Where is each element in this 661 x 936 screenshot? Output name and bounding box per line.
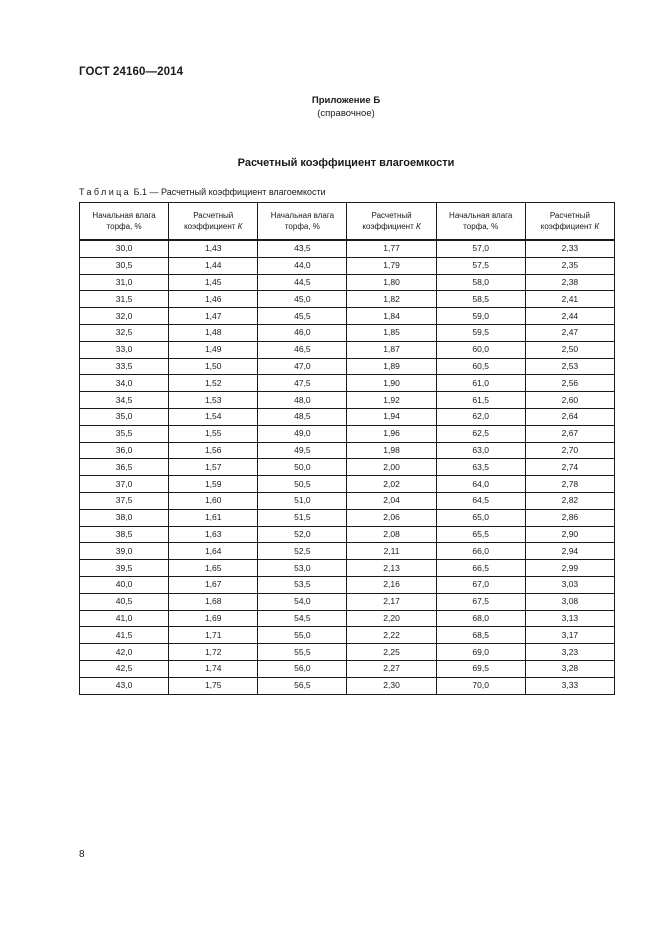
header-cell: Начальная влага торфа, % (436, 203, 525, 241)
document-id: ГОСТ 24160—2014 (79, 66, 184, 78)
table-cell: 37,5 (80, 492, 169, 509)
table-cell: 1,52 (169, 375, 258, 392)
table-cell: 69,5 (436, 660, 525, 677)
table-cell: 2,27 (347, 660, 436, 677)
table-cell: 44,0 (258, 257, 347, 274)
table-cell: 61,0 (436, 375, 525, 392)
table-cell: 54,5 (258, 610, 347, 627)
table-cell: 44,5 (258, 274, 347, 291)
table-cell: 1,84 (347, 308, 436, 325)
table-caption-text: Б.1 — Расчетный коэффициент влагоемкости (131, 187, 326, 197)
table-cell: 1,50 (169, 358, 258, 375)
table-cell: 67,0 (436, 576, 525, 593)
table-cell: 1,72 (169, 644, 258, 661)
table-cell: 64,0 (436, 476, 525, 493)
table-row (80, 492, 615, 509)
table-cell: 1,96 (347, 425, 436, 442)
table-cell: 32,5 (80, 324, 169, 341)
table-cell: 1,82 (347, 291, 436, 308)
table-cell: 68,5 (436, 627, 525, 644)
table-cell: 2,13 (347, 560, 436, 577)
page-number: 8 (79, 849, 85, 860)
table-cell: 69,0 (436, 644, 525, 661)
table-cell: 1,54 (169, 408, 258, 425)
table-cell: 58,5 (436, 291, 525, 308)
table-row (80, 324, 615, 341)
table-cell: 66,0 (436, 543, 525, 560)
table-cell: 56,0 (258, 660, 347, 677)
table-row (80, 408, 615, 425)
table-cell: 1,46 (169, 291, 258, 308)
section-title: Расчетный коэффициент влагоемкости (237, 157, 455, 169)
table-cell: 52,0 (258, 526, 347, 543)
table-cell: 1,59 (169, 476, 258, 493)
table-cell: 2,33 (525, 240, 614, 257)
table-cell: 1,48 (169, 324, 258, 341)
table-cell: 49,5 (258, 442, 347, 459)
table-cell: 33,0 (80, 341, 169, 358)
table-cell: 39,5 (80, 560, 169, 577)
table-cell: 1,45 (169, 274, 258, 291)
table-cell: 2,90 (525, 526, 614, 543)
table-cell: 1,80 (347, 274, 436, 291)
header-cell: Расчетный коэффициент К (525, 203, 614, 241)
table-cell: 59,5 (436, 324, 525, 341)
table-cell: 55,0 (258, 627, 347, 644)
table-cell: 2,22 (347, 627, 436, 644)
table-cell: 30,0 (80, 240, 169, 257)
header-cell: Расчетный коэффициент К (169, 203, 258, 241)
table-cell: 3,03 (525, 576, 614, 593)
table-row (80, 341, 615, 358)
table-cell: 2,08 (347, 526, 436, 543)
table-row (80, 274, 615, 291)
header-cell: Начальная влага торфа, % (258, 203, 347, 241)
table-cell: 68,0 (436, 610, 525, 627)
table-row (80, 509, 615, 526)
table-cell: 38,0 (80, 509, 169, 526)
table-cell: 1,79 (347, 257, 436, 274)
table-cell: 3,17 (525, 627, 614, 644)
table-cell: 35,5 (80, 425, 169, 442)
table-cell: 2,00 (347, 459, 436, 476)
table-cell: 57,5 (436, 257, 525, 274)
table-row (80, 308, 615, 325)
table-row (80, 358, 615, 375)
table-cell: 2,60 (525, 392, 614, 409)
table-cell: 65,5 (436, 526, 525, 543)
table-cell: 50,5 (258, 476, 347, 493)
table-cell: 50,0 (258, 459, 347, 476)
table-cell: 2,99 (525, 560, 614, 577)
table-cell: 62,0 (436, 408, 525, 425)
table-cell: 1,55 (169, 425, 258, 442)
table-cell: 60,5 (436, 358, 525, 375)
table-cell: 45,0 (258, 291, 347, 308)
table-cell: 65,0 (436, 509, 525, 526)
table-cell: 51,0 (258, 492, 347, 509)
table-cell: 1,90 (347, 375, 436, 392)
table-row (80, 291, 615, 308)
table-cell: 42,5 (80, 660, 169, 677)
table-row (80, 459, 615, 476)
table-cell: 2,78 (525, 476, 614, 493)
header-cell: Расчетный коэффициент К (347, 203, 436, 241)
table-cell: 2,38 (525, 274, 614, 291)
table-cell: 1,69 (169, 610, 258, 627)
table-cell: 2,82 (525, 492, 614, 509)
table-cell: 3,28 (525, 660, 614, 677)
table-cell: 40,0 (80, 576, 169, 593)
table-row (80, 442, 615, 459)
table-cell: 1,75 (169, 677, 258, 694)
table-cell: 2,35 (525, 257, 614, 274)
table-cell: 2,74 (525, 459, 614, 476)
table-cell: 1,53 (169, 392, 258, 409)
table-caption (79, 187, 326, 197)
table-cell: 1,74 (169, 660, 258, 677)
table-cell: 34,0 (80, 375, 169, 392)
table-cell: 46,0 (258, 324, 347, 341)
table-cell: 1,71 (169, 627, 258, 644)
table-cell: 2,11 (347, 543, 436, 560)
table-cell: 62,5 (436, 425, 525, 442)
table-row (80, 476, 615, 493)
table-cell: 49,0 (258, 425, 347, 442)
table-cell: 2,20 (347, 610, 436, 627)
table-cell: 45,5 (258, 308, 347, 325)
table-cell: 1,57 (169, 459, 258, 476)
table-cell: 37,0 (80, 476, 169, 493)
table-cell: 41,0 (80, 610, 169, 627)
table-cell: 46,5 (258, 341, 347, 358)
table-cell: 2,86 (525, 509, 614, 526)
table-cell: 2,70 (525, 442, 614, 459)
table-cell: 56,5 (258, 677, 347, 694)
table-row (80, 425, 615, 442)
table-cell: 53,5 (258, 576, 347, 593)
table-cell: 36,0 (80, 442, 169, 459)
table-cell: 3,13 (525, 610, 614, 627)
table-row (80, 644, 615, 661)
table-cell: 2,50 (525, 341, 614, 358)
table-cell: 55,5 (258, 644, 347, 661)
table-cell: 2,53 (525, 358, 614, 375)
table-row (80, 526, 615, 543)
table-cell: 1,63 (169, 526, 258, 543)
table-cell: 53,0 (258, 560, 347, 577)
table-cell: 32,0 (80, 308, 169, 325)
table-cell: 1,61 (169, 509, 258, 526)
table-row (80, 627, 615, 644)
table-row (80, 560, 615, 577)
table-row (80, 240, 615, 257)
table-cell: 2,64 (525, 408, 614, 425)
table-cell: 2,56 (525, 375, 614, 392)
table-cell: 47,0 (258, 358, 347, 375)
table-cell: 63,5 (436, 459, 525, 476)
table-cell: 3,08 (525, 593, 614, 610)
table-cell: 3,23 (525, 644, 614, 661)
table-row (80, 375, 615, 392)
table-cell: 1,44 (169, 257, 258, 274)
table-cell: 2,16 (347, 576, 436, 593)
table-cell: 66,5 (436, 560, 525, 577)
table-cell: 31,0 (80, 274, 169, 291)
table-cell: 1,85 (347, 324, 436, 341)
table-row (80, 257, 615, 274)
table-cell: 63,0 (436, 442, 525, 459)
table-cell: 38,5 (80, 526, 169, 543)
table-cell: 1,49 (169, 341, 258, 358)
table-cell: 1,98 (347, 442, 436, 459)
table-cell: 60,0 (436, 341, 525, 358)
table-row (80, 660, 615, 677)
table-row (80, 677, 615, 694)
table-cell: 64,5 (436, 492, 525, 509)
table-cell: 1,89 (347, 358, 436, 375)
table-cell: 1,68 (169, 593, 258, 610)
table-cell: 2,47 (525, 324, 614, 341)
table-cell: 1,87 (347, 341, 436, 358)
table-cell: 61,5 (436, 392, 525, 409)
table-row (80, 543, 615, 560)
table-cell: 1,77 (347, 240, 436, 257)
table-body (80, 240, 615, 694)
table-cell: 1,60 (169, 492, 258, 509)
table-cell: 1,47 (169, 308, 258, 325)
table-cell: 1,64 (169, 543, 258, 560)
table-caption-prefix: Таблица (79, 187, 132, 197)
table-cell: 2,02 (347, 476, 436, 493)
table-row (80, 392, 615, 409)
table-header-row (80, 203, 615, 241)
table-cell: 48,0 (258, 392, 347, 409)
table-cell: 1,67 (169, 576, 258, 593)
table-cell: 1,94 (347, 408, 436, 425)
table-cell: 43,0 (80, 677, 169, 694)
header-cell: Начальная влага торфа, % (80, 203, 169, 241)
table-cell: 3,33 (525, 677, 614, 694)
table-cell: 2,67 (525, 425, 614, 442)
table-cell: 59,0 (436, 308, 525, 325)
table-cell: 2,94 (525, 543, 614, 560)
table-cell: 67,5 (436, 593, 525, 610)
table-cell: 35,0 (80, 408, 169, 425)
moisture-coefficient-table (79, 202, 615, 695)
table-cell: 2,44 (525, 308, 614, 325)
table-cell: 30,5 (80, 257, 169, 274)
table-row (80, 593, 615, 610)
table-cell: 2,30 (347, 677, 436, 694)
table-cell: 2,04 (347, 492, 436, 509)
table-cell: 41,5 (80, 627, 169, 644)
table-cell: 1,65 (169, 560, 258, 577)
table-cell: 40,5 (80, 593, 169, 610)
table-cell: 1,92 (347, 392, 436, 409)
table-cell: 54,0 (258, 593, 347, 610)
table-cell: 39,0 (80, 543, 169, 560)
table-cell: 42,0 (80, 644, 169, 661)
appendix-title: Приложение Б (311, 95, 381, 106)
table-cell: 52,5 (258, 543, 347, 560)
table-cell: 34,5 (80, 392, 169, 409)
table-cell: 47,5 (258, 375, 347, 392)
table-cell: 2,25 (347, 644, 436, 661)
appendix-subtitle: (справочное) (317, 108, 375, 119)
table-cell: 2,17 (347, 593, 436, 610)
table-cell: 58,0 (436, 274, 525, 291)
table-cell: 70,0 (436, 677, 525, 694)
table-cell: 1,43 (169, 240, 258, 257)
table-cell: 57,0 (436, 240, 525, 257)
table-cell: 1,56 (169, 442, 258, 459)
table-row (80, 576, 615, 593)
table-cell: 43,5 (258, 240, 347, 257)
table-cell: 2,06 (347, 509, 436, 526)
table-cell: 51,5 (258, 509, 347, 526)
table-cell: 31,5 (80, 291, 169, 308)
table-row (80, 610, 615, 627)
table-cell: 2,41 (525, 291, 614, 308)
table-cell: 33,5 (80, 358, 169, 375)
table-cell: 48,5 (258, 408, 347, 425)
table-cell: 36,5 (80, 459, 169, 476)
